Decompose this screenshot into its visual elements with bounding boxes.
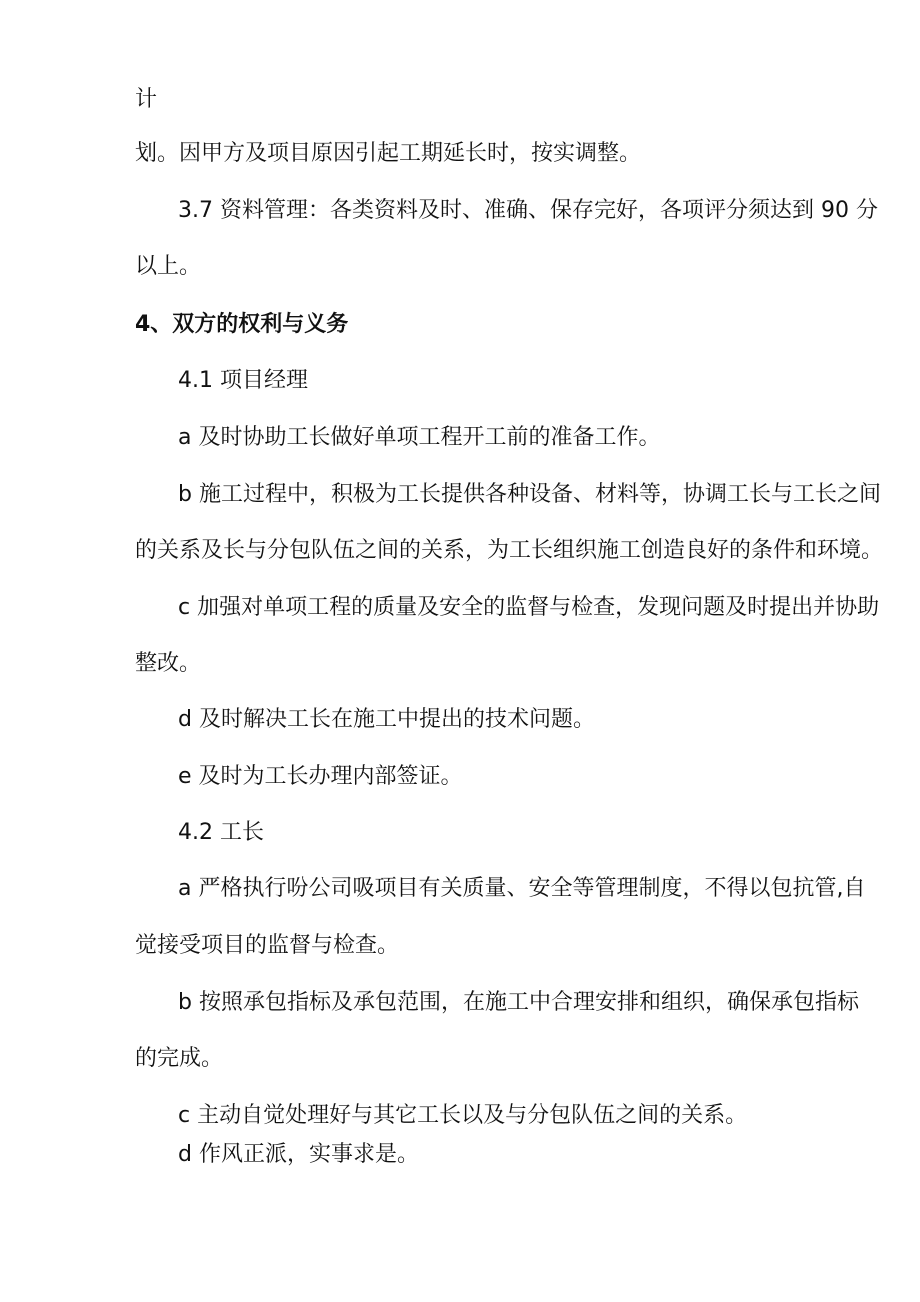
list-item-b-continued: 的完成。 (135, 1046, 224, 1071)
paragraph-line: 以上。 (135, 254, 202, 279)
list-item-a: a 及时协助工长做好单项工程开工前的准备工作。 (178, 425, 661, 450)
list-item-b: b 按照承包指标及承包范围，在施工中合理安排和组织，确保承包指标 (178, 990, 859, 1015)
list-item-c: c 主动自觉处理好与其它工长以及与分包队伍之间的关系。 (178, 1103, 748, 1128)
list-item-c-continued: 整改。 (135, 651, 202, 676)
list-item-d: d 及时解决工长在施工中提出的技术问题。 (178, 707, 595, 732)
paragraph-line: 计 (135, 87, 158, 112)
list-item-b-continued: 的关系及长与分包队伍之间的关系，为工长组织施工创造良好的条件和环境。 (135, 538, 884, 563)
list-item-b: b 施工过程中，积极为工长提供各种设备、材料等，协调工长与工长之间 (178, 482, 881, 507)
subsection-4-2-heading: 4.2 工长 (178, 820, 264, 845)
section-3-7-line: 3.7 资料管理：各类资料及时、准确、保存完好，各项评分须达到 90 分 (178, 198, 878, 223)
subsection-4-1-heading: 4.1 项目经理 (178, 368, 308, 393)
list-item-e: e 及时为工长办理内部签证。 (178, 764, 463, 789)
list-item-a: a 严格执行吩公司吸项目有关质量、安全等管理制度，不得以包抗管,自 (178, 876, 866, 901)
list-item-a-continued: 觉接受项目的监督与检查。 (135, 933, 400, 958)
paragraph-line: 划。因甲方及项目原因引起工期延长时，按实调整。 (135, 141, 642, 166)
list-item-c: c 加强对单项工程的质量及安全的监督与检查，发现问题及时提出并协助 (178, 595, 880, 620)
section-4-heading: 4、双方的权利与义务 (135, 312, 349, 337)
list-item-d: d 作风正派，实事求是。 (178, 1142, 419, 1167)
